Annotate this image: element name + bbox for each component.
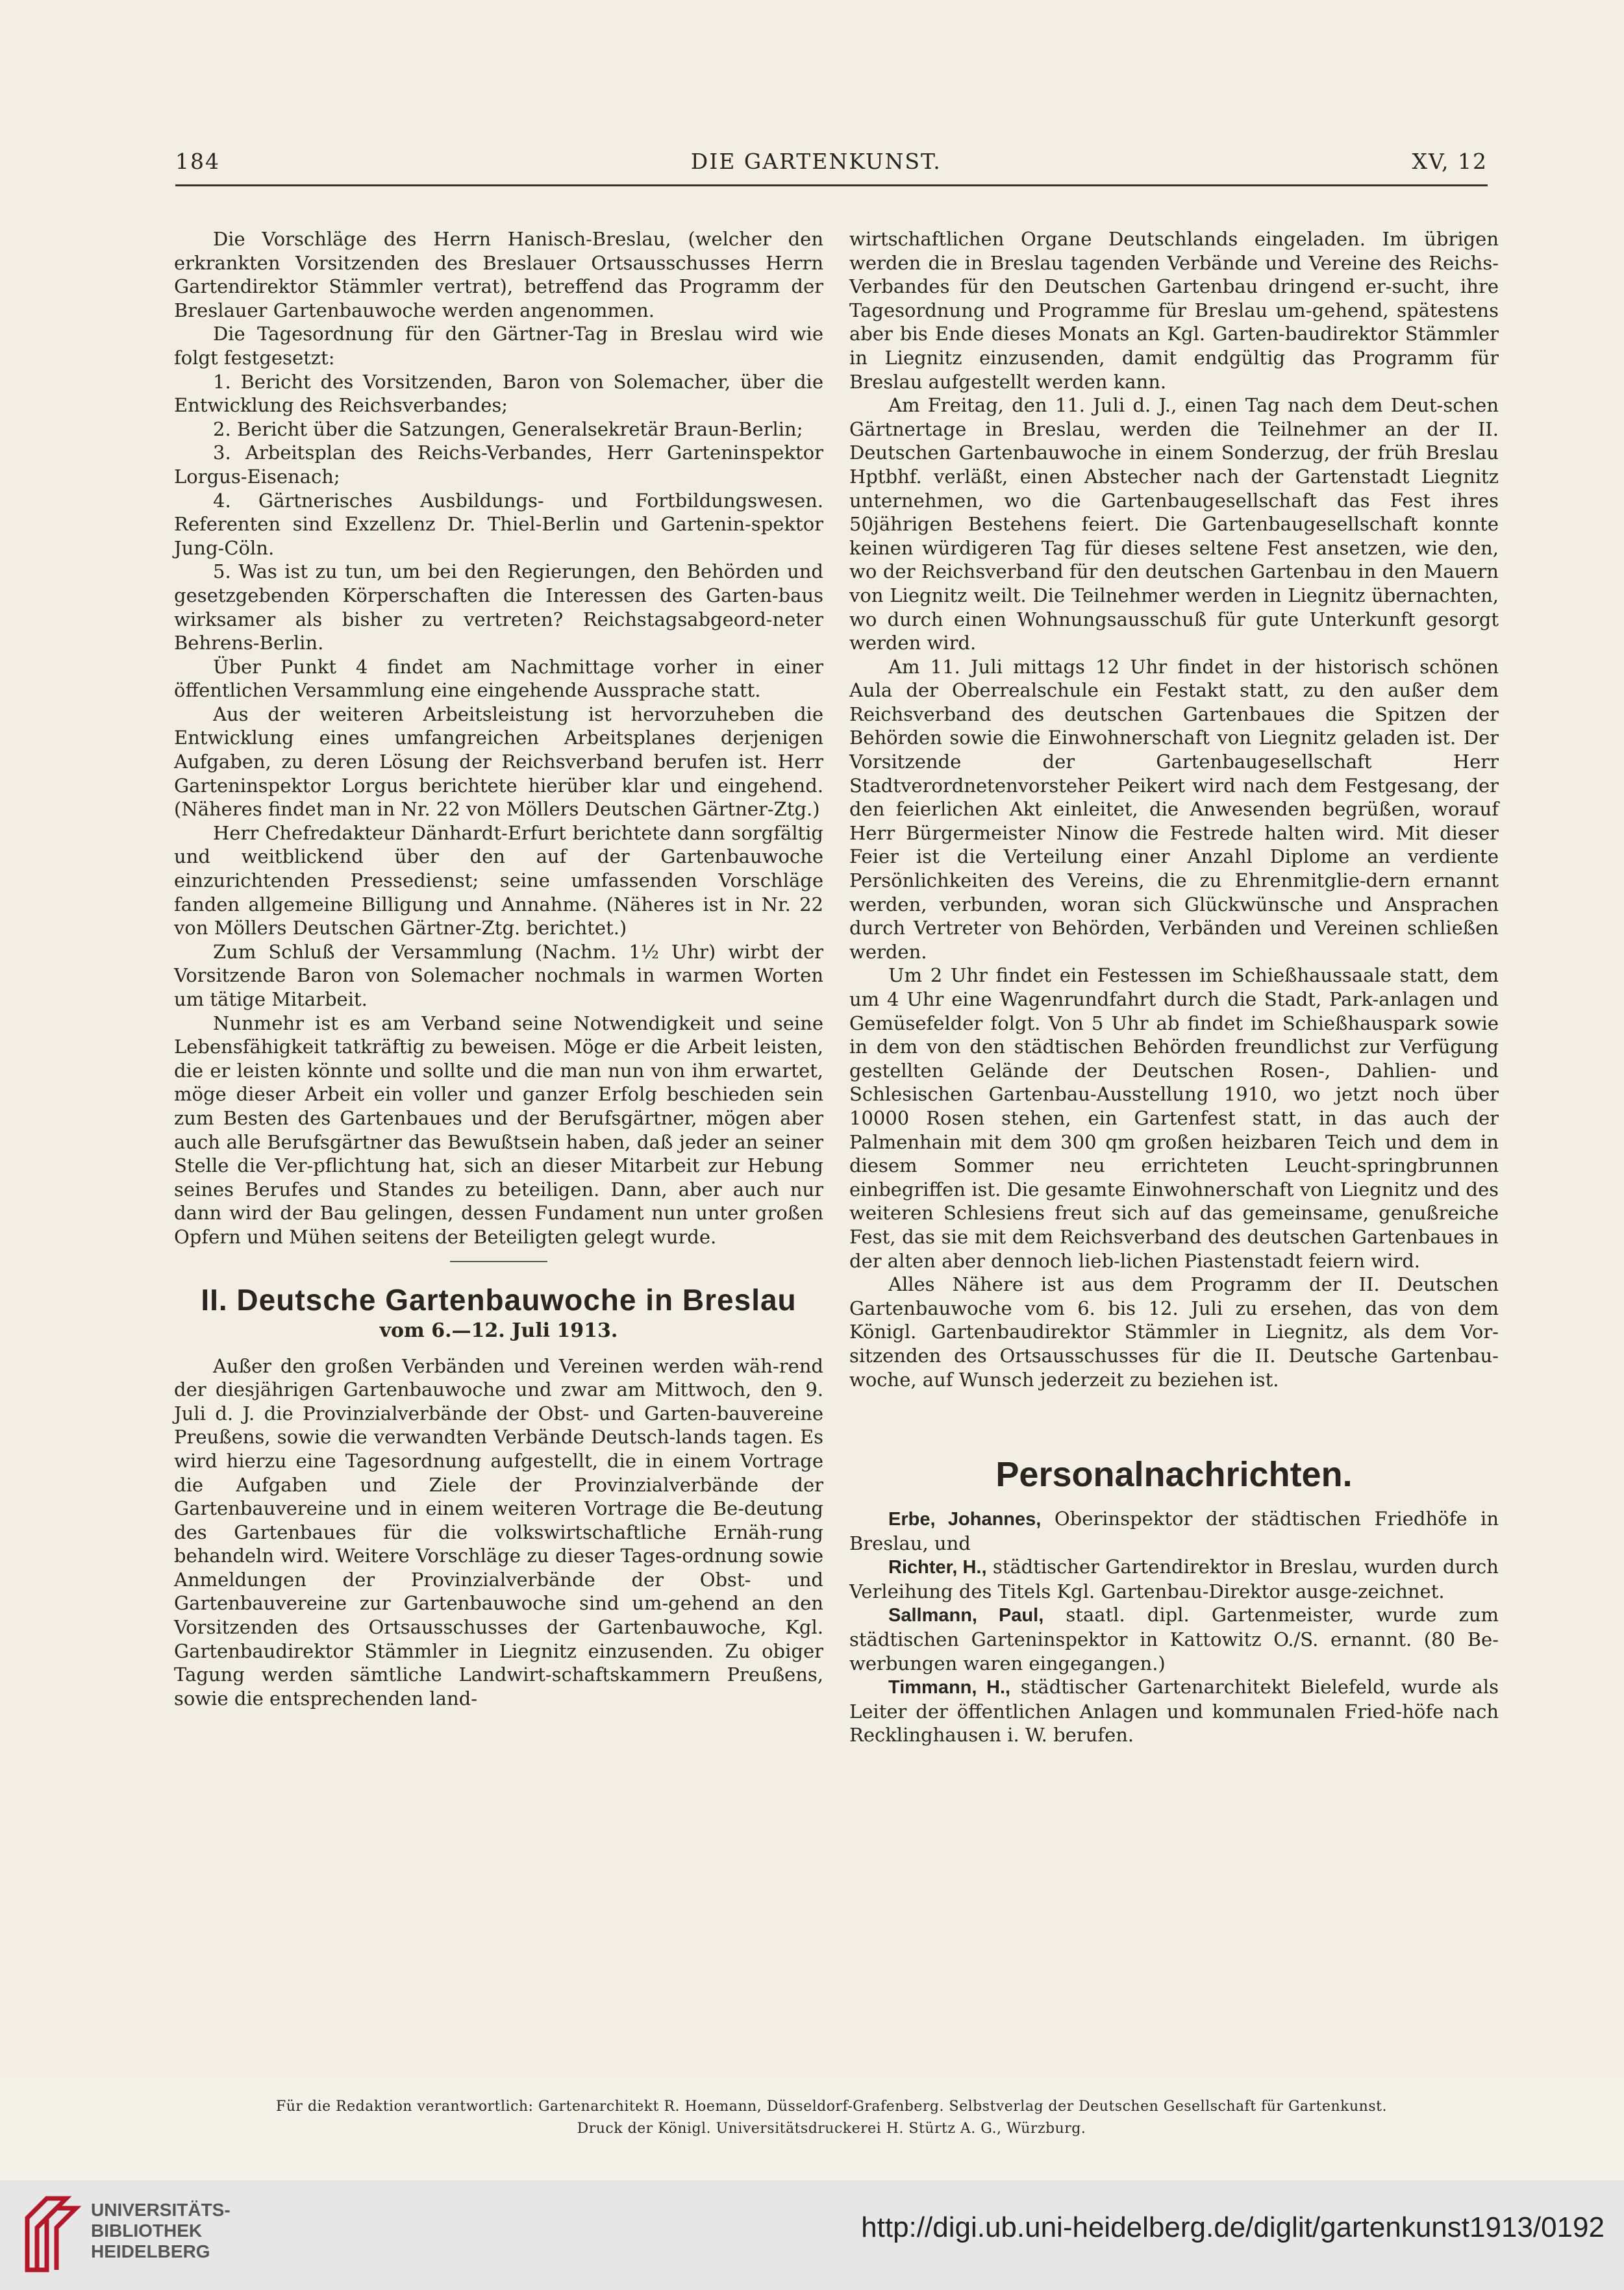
agenda-item: 5. Was ist zu tun, um bei den Regierungen, den Behörden und gesetzgebenden Körperschaften die Interessen des Garten-baus wirksamer als bisher zu vertreten? Reichstagsabgeord-neter Behrens-Berlin. xyxy=(174,560,823,654)
section-divider xyxy=(450,1261,547,1262)
section-heading: II. Deutsche Gartenbauwoche in Breslau xyxy=(201,1282,797,1317)
paragraph: Aus der weiteren Arbeitsleistung ist hervorzuheben die Entwicklung eines umfangreichen Arbeitsplanes derjenigen Aufgaben, zu deren Lösung der Reichsverband berufen ist. Herr Garteninspektor Lorgus berichtete hierüber klar und eingehend. (Näheres findet man in Nr. 22 von Möllers Deutschen Gärtner-Ztg.) xyxy=(174,703,823,821)
personal-news-heading: Personalnachrichten. xyxy=(995,1455,1353,1495)
header-divider xyxy=(175,184,1488,186)
agenda-item: 3. Arbeitsplan des Reichs-Verbandes, Herr Garteninspektor Lorgus-Eisenach; xyxy=(174,442,823,488)
agenda-item: 4. Gärtnerisches Ausbildungs- und Fortbildungswesen. Referenten sind Exzellenz Dr. Thiel-Berlin und Gartenin-spektor Jung-Cöln. xyxy=(174,489,823,559)
paragraph: Um 2 Uhr findet ein Festessen im Schießhaussaale statt, dem um 4 Uhr eine Wagenrundfahrt durch die Stadt, Park-anlagen und Gemüsefelder folgt. Von 5 Uhr ab findet im Schießhauspark sowie in dem von den städtischen Behörden freundlichst zur Verfügung gestellten Gelände der Deutschen Rosen-, Dahlien- und Schlesischen Gartenbau-Ausstellung 1910, wo jetzt noch über 10000 Rosen stehen, ein Gartenfest statt, in das auch der Palmenhain mit dem 300 qm großen heizbaren Teich und dem in diesem Sommer neu errichteten Leucht-springbrunnen einbegriffen ist. Die gesamte Einwohnerschaft von Liegnitz und des weiteren Schlesiens freut sich auf das gemeinsame, genußreiche Fest, das sie mit dem Reichsverband des deutschen Gartenbaues in der alten aber dennoch lieb-lichen Piastenstadt feiern wird. xyxy=(849,964,1499,1272)
person-name: Richter, H., xyxy=(888,1557,987,1578)
person-name: Sallmann, Paul, xyxy=(888,1605,1044,1626)
right-column xyxy=(849,227,1499,1747)
paragraph: Zum Schluß der Versammlung (Nachm. 1½ Uhr) wirbt der Vorsitzende Baron von Solemacher nochmals in warmen Worten um tätige Mitarbeit. xyxy=(174,940,823,1010)
paragraph: Über Punkt 4 findet am Nachmittage vorher in einer öffentlichen Versammlung eine eingehende Aussprache statt. xyxy=(174,655,823,702)
imprint-footer xyxy=(175,2096,1488,2140)
paragraph: Am 11. Juli mittags 12 Uhr findet in der historisch schönen Aula der Oberrealschule ein Festakt statt, zu den außer dem Reichsverband des deutschen Gartenbaues die Spitzen der Behörden sowie die Einwohnerschaft von Liegnitz geladen ist. Der Vorsitzende der Gartenbaugesellschaft Herr Stadtverordnetenvorsteher Peikert wird nach dem Festgesang, der den feierlichen Akt einleitet, die Anwesenden begrüßen, worauf Herr Bürgermeister Ninow die Festrede halten wird. Mit dieser Feier ist die Verteilung einer Anzahl Diplome an verdiente Persönlichkeiten des Vereins, die zu Ehrenmitglie-dern ernannt werden, verbunden, woran sich Glückwünsche und Ansprachen durch Vertreter von Behörden, Verbänden und Vereinen schließen werden. xyxy=(849,655,1499,963)
paragraph: Alles Nähere ist aus dem Programm der II. Deutschen Gartenbauwoche vom 6. bis 12. Juli zu ersehen, das von dem Königl. Gartenbaudirektor Stämmler in Liegnitz, als dem Vor-sitzenden des Ortsausschusses für die II. Deutsche Gartenbau-woche, auf Wunsch jederzeit zu beziehen ist. xyxy=(849,1273,1499,1391)
paragraph: Die Vorschläge des Herrn Hanisch-Breslau, (welcher den erkrankten Vorsitzenden des Breslauer Ortsausschusses Herrn Gartendirektor Stämmler vertrat), betreffend das Programm der Breslauer Gartenbauwoche werden angenommen. xyxy=(174,228,823,321)
left-column xyxy=(174,227,823,1710)
personal-entry xyxy=(849,1603,1499,1675)
person-text: städtischer Gartendirektor in Breslau, wurden durch Verleihung des Titels Kgl. Gartenbau-Direktor ausge-zeichnet. xyxy=(849,1556,1499,1602)
library-logo-icon xyxy=(21,2192,82,2276)
agenda-item: 1. Bericht des Vorsitzenden, Baron von Solemacher, über die Entwicklung des Reichsverbandes; xyxy=(174,370,823,417)
person-text: städtischer Gartenarchitekt Bielefeld, wurde als Leiter der öffentlichen Anlagen und kommunalen Fried-höfe nach Recklinghausen i. W. berufen. xyxy=(849,1676,1499,1747)
page-header xyxy=(175,142,1488,180)
person-name: Timmann, H., xyxy=(888,1677,1011,1699)
journal-title: DIE GARTENKUNST. xyxy=(690,148,942,174)
personal-entry xyxy=(849,1555,1499,1603)
paragraph: wirtschaftlichen Organe Deutschlands eingeladen. Im übrigen werden die in Breslau tagenden Verbände und Vereine des Reichs-Verbandes für den Deutschen Gartenbau dringend er-sucht, ihre Tagesordnung und Programme für Breslau um-gehend, spätestens aber bis Ende dieses Monats an Kgl. Garten-baudirektor Stämmler in Liegnitz einzusenden, damit endgültig das Programm für Breslau aufgestellt werden kann. xyxy=(849,228,1499,393)
personal-entry xyxy=(849,1675,1499,1747)
paragraph: Am Freitag, den 11. Juli d. J., einen Tag nach dem Deut-schen Gärtnertage in Breslau, werden die Teilnehmer an der II. Deutschen Gartenbauwoche in einem Sonderzug, der früh Breslau Hptbhf. verläßt, einen Abstecher nach der Gartenstadt Liegnitz unternehmen, wo die Gartenbaugesellschaft das Fest ihres 50jährigen Bestehens feiert. Die Gartenbaugesellschaft konnte keinen würdigeren Tag für dieses seltene Fest ansetzen, wie den, wo der Reichsverband für den deutschen Gartenbau in den Mauern von Liegnitz weilt. Die Teilnehmer werden in Liegnitz übernachten, wo durch einen Wohnungsausschuß für gute Unterkunft gesorgt werden wird. xyxy=(849,394,1499,654)
paragraph: Außer den großen Verbänden und Vereinen werden wäh-rend der diesjährigen Gartenbauwoche und zwar am Mittwoch, den 9. Juli d. J. die Provinzialverbände der Obst- und Garten-bauvereine Preußens, sowie die verwandten Verbände Deutsch-lands tagen. Es wird hierzu eine Tagesordnung aufgestellt, die in einem Vortrage die Aufgaben und Ziele der Provinzialverbände der Gartenbauvereine und in einem weiteren Vortrage die Be-deutung des Gartenbaues für die volkswirtschaftliche Ernäh-rung behandeln wird. Weitere Vorschläge zu dieser Tages-ordnung sowie Anmeldungen der Provinzialverbände der Obst- und Gartenbauvereine zur Gartenbauwoche sind um-gehend an den Vorsitzenden des Ortsausschusses der Gartenbauwoche, Kgl. Gartenbaudirektor Stämmler in Liegnitz einzusenden. Zu obiger Tagung werden sämtliche Landwirt-schaftskammern Preußens, sowie die entsprechenden land- xyxy=(174,1354,823,1710)
personal-entry xyxy=(849,1507,1499,1555)
person-name: Erbe, Johannes, xyxy=(888,1509,1042,1530)
library-bar xyxy=(0,2180,1624,2290)
person-text: staatl. dipl. Gartenmeister, wurde zum städtischen Garteninspektor in Kattowitz O./S. ernannt. (80 Be-werbungen waren eingegangen.) xyxy=(849,1604,1499,1674)
agenda-item: 2. Bericht über die Satzungen, Generalsekretär Braun-Berlin; xyxy=(213,417,803,440)
person-text: Oberinspektor der städtischen Friedhöfe in Breslau, und xyxy=(849,1508,1499,1554)
page-number: 184 xyxy=(175,148,220,174)
paragraph: Nunmehr ist es am Verband seine Notwendigkeit und seine Lebensfähigkeit tatkräftig zu beweisen. Möge er die Arbeit leisten, die er leisten könnte und sollte und die man nun von ihm erwartet, möge dieser Arbeit ein voller und ganzer Erfolg beschieden sein zum Besten des Gartenbaues und der Berufsgärtner, mögen aber auch alle Berufsgärtner das Bewußtsein haben, daß jeder an seiner Stelle die Ver-pflichtung hat, sich an dieser Mitarbeit zur Hebung seines Berufes und Standes zu beteiligen. Dann, aber auch nur dann wird der Bau gelingen, dessen Fundament nun unter großen Opfern und Mühen seitens der Beteiligten gelegt wurde. xyxy=(174,1012,823,1248)
imprint-line: Druck der Königl. Universitätsdruckerei H. Stürtz A. G., Würzburg. xyxy=(577,2121,1086,2137)
source-url-link[interactable]: http://digi.ub.uni-heidelberg.de/diglit/gartenkunst1913/0192 xyxy=(861,2211,1605,2243)
section-subheading: vom 6.—12. Juli 1913. xyxy=(379,1319,618,1342)
paragraph: Die Tagesordnung für den Gärtner-Tag in Breslau wird wie folgt festgesetzt: xyxy=(174,323,823,369)
library-name: UNIVERSITÄTS- BIBLIOTHEK HEIDELBERG xyxy=(91,2200,231,2261)
volume-issue: XV, 12 xyxy=(1412,148,1488,174)
paragraph: Herr Chefredakteur Dänhardt-Erfurt berichtete dann sorgfältig und weitblickend über den auf der Gartenbauwoche einzurichtenden Pressedienst; seine umfassenden Vorschläge fanden allgemeine Billigung und Annahme. (Näheres ist in Nr. 22 von Möllers Deutschen Gärtner-Ztg. berichtet.) xyxy=(174,821,823,940)
imprint-line: Für die Redaktion verantwortlich: Gartenarchitekt R. Hoemann, Düsseldorf-Grafenberg. Selbstverlag der Deutschen Gesellschaft für Gartenkunst. xyxy=(276,2098,1387,2115)
